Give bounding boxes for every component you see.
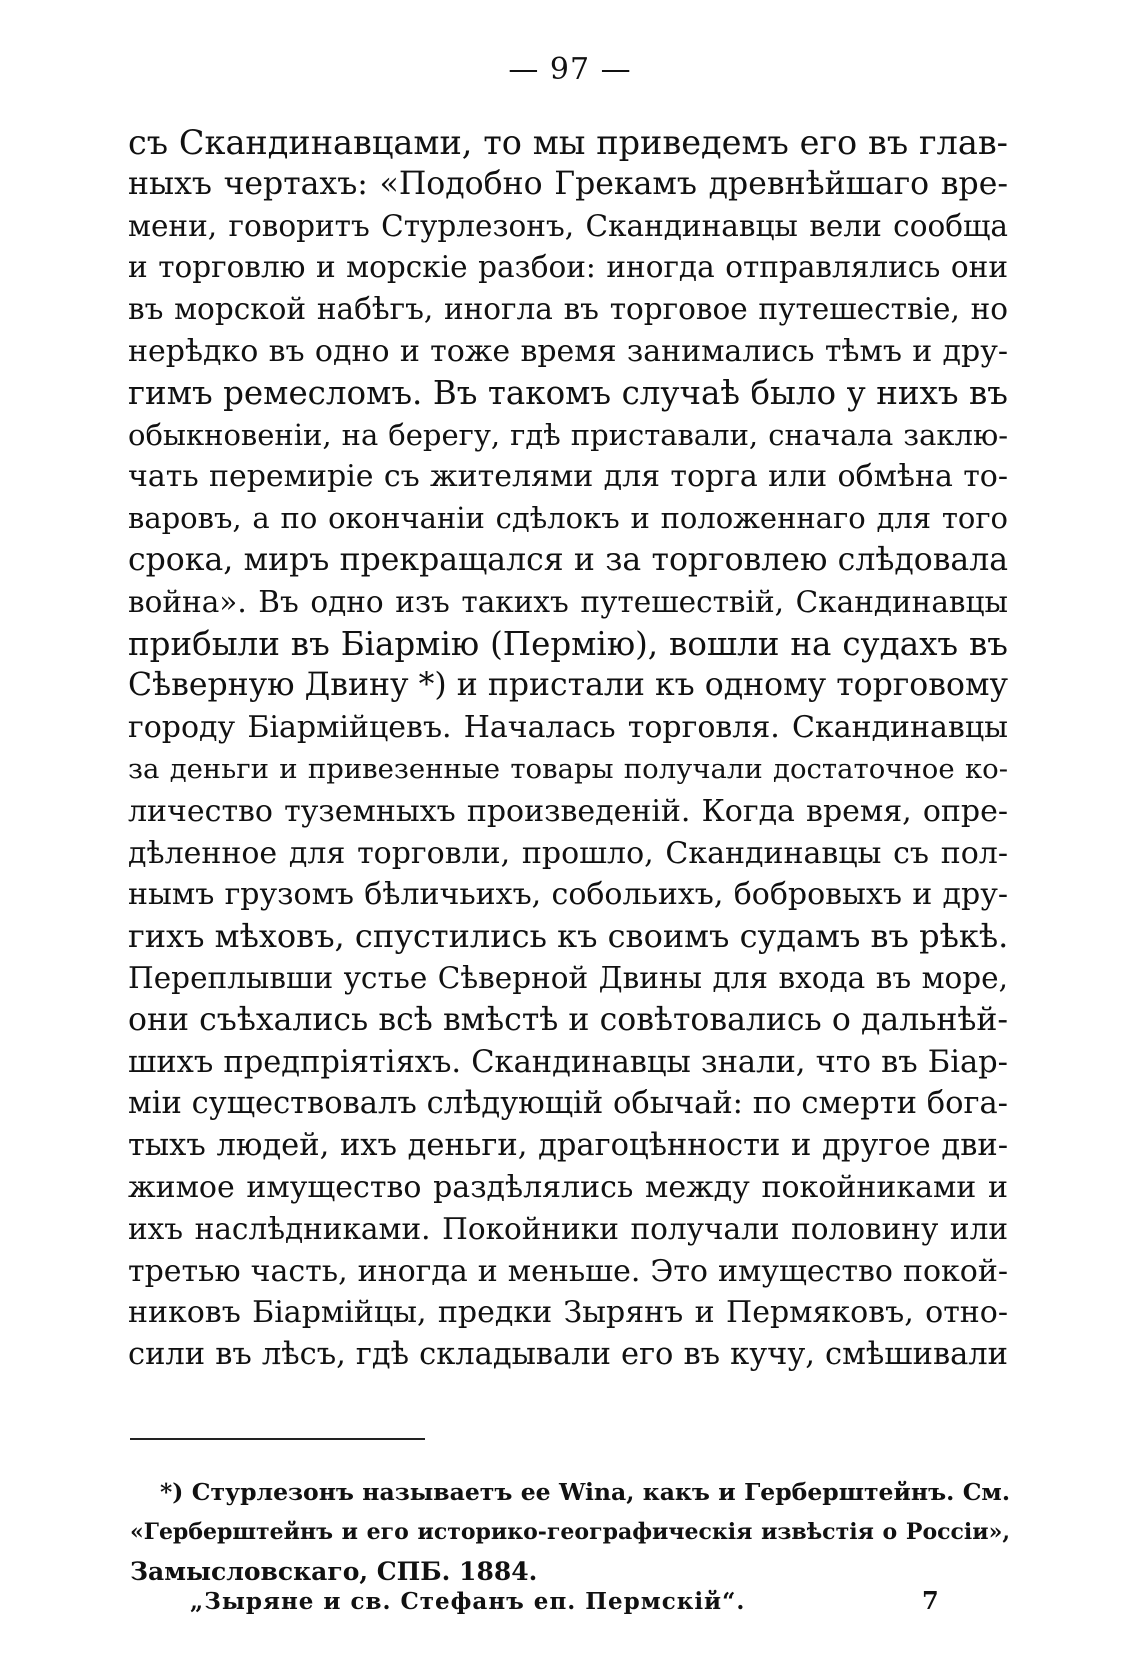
footnote-divider xyxy=(130,1438,425,1440)
body-line: съ Скандинавцами, то мы приведемъ его въ глав- xyxy=(128,123,1008,162)
body-line: третью часть, иногда и меньше. Это имущество покой- xyxy=(128,1253,1008,1289)
body-text xyxy=(128,122,1008,1376)
body-line: Сѣверную Двину *) и пристали къ одному торговому xyxy=(128,667,1008,704)
footnote-line: *) Стурлезонъ называетъ ее Wina, какъ и Герберштейнъ. См. xyxy=(160,1478,1010,1506)
body-line: міи существовалъ слѣдующій обычай: по смерти бога- xyxy=(128,1086,1008,1122)
body-line: война». Въ одно изъ такихъ путешествій, Скандинавцы xyxy=(128,584,1008,619)
body-line: ихъ наслѣдниками. Покойники получали половину или xyxy=(128,1211,1008,1246)
body-line: мени, говоритъ Стурлезонъ, Скандинавцы вели сообща xyxy=(128,208,1008,243)
body-line: тыхъ людей, ихъ деньги, драгоцѣнности и другое дви- xyxy=(128,1128,1008,1164)
body-line: срока, миръ прекращался и за торговлею слѣдовала xyxy=(128,541,1008,578)
body-line: дѣленное для торговли, прошло, Скандинавцы съ пол- xyxy=(128,835,1008,871)
body-line: шихъ предпріятіяхъ. Скандинавцы знали, что въ Біар- xyxy=(128,1044,1008,1080)
signature-mark: 7 xyxy=(922,1586,939,1615)
body-line: Переплывши устье Сѣверной Двины для входа въ море, xyxy=(128,960,1008,995)
body-line: никовъ Біармійцы, предки Зырянъ и Пермяковъ, отно- xyxy=(128,1295,1008,1331)
body-line: личество туземныхъ произведеній. Когда время, опре- xyxy=(128,793,1008,829)
body-line: варовъ, а по окончаніи сдѣлокъ и положеннаго для того xyxy=(128,501,1008,536)
body-line: въ морской набѣгъ, иногла въ торговое путешествіе, но xyxy=(128,292,1008,327)
page-number: — 97 — xyxy=(508,52,632,87)
footnote xyxy=(130,1472,1010,1592)
body-line: сили въ лѣсъ, гдѣ складывали его въ кучу, смѣшивали xyxy=(128,1337,1008,1373)
body-line: за деньги и привезенные товары получали достаточное ко- xyxy=(128,752,1008,785)
body-line: ныхъ чертахъ: «Подобно Грекамъ древнѣйшаго вре- xyxy=(128,165,1008,202)
footnote-line: Замысловскаго, СПБ. 1884. xyxy=(130,1557,538,1586)
body-line: нымъ грузомъ бѣличьихъ, собольихъ, бобровыхъ и дру- xyxy=(128,877,1008,913)
body-line: городу Біармійцевъ. Началась торговля. Скандинавцы xyxy=(128,710,1008,746)
signature-title: „Зыряне и св. Стефанъ еп. Пермскій“. xyxy=(190,1588,746,1615)
body-line: прибыли въ Біармію (Пермію), вошли на судахъ въ xyxy=(128,624,1008,663)
body-line: нерѣдко въ одно и тоже время занимались тѣмъ и дру- xyxy=(128,333,1008,369)
body-line: чать перемиріе съ жителями для торга или обмѣна то- xyxy=(128,459,1008,495)
footnote-line: «Герберштейнъ и его историко-географическія извѣстія о Россіи», xyxy=(130,1519,1010,1545)
body-line: гимъ ремесломъ. Въ такомъ случаѣ было у нихъ въ xyxy=(128,373,1008,412)
body-line: они съѣхались всѣ вмѣстѣ и совѣтовались о дальнѣй- xyxy=(128,1001,1008,1038)
body-line: и торговлю и морскіе разбои: иногда отправлялись они xyxy=(128,250,1008,285)
body-line: гихъ мѣховъ, спустились къ своимъ судамъ въ рѣкѣ. xyxy=(128,917,1009,956)
body-line: жимое имущество раздѣлялись между покойниками и xyxy=(128,1169,1008,1205)
body-line: обыкновеніи, на берегу, гдѣ приставали, сначала заклю- xyxy=(128,417,1008,452)
